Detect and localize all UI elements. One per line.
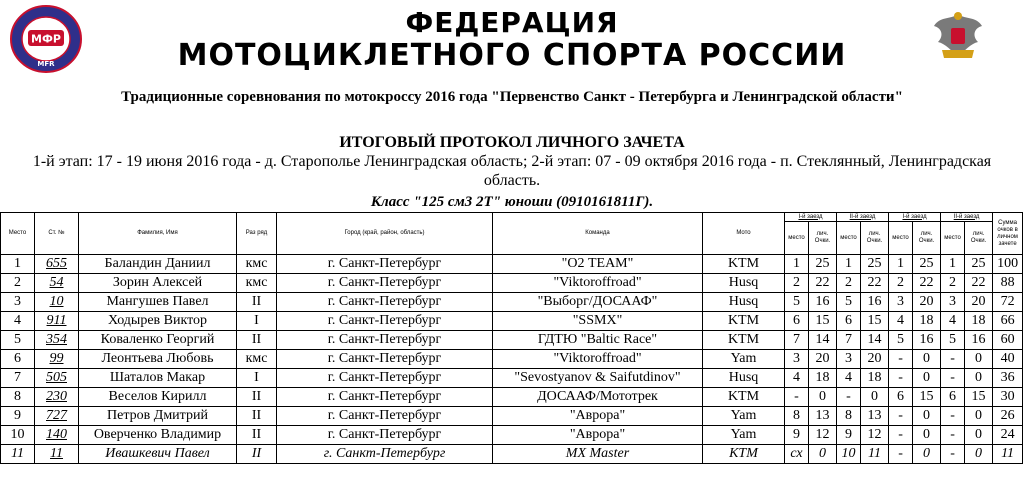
header-sub-place: место: [889, 222, 913, 255]
cell-heat3-points: 16: [913, 331, 941, 350]
cell-rank: I: [237, 369, 277, 388]
cell-heat2-points: 11: [861, 445, 889, 464]
cell-moto: KTM: [703, 331, 785, 350]
cell-heat3-points: 0: [913, 445, 941, 464]
cell-name: Баландин Даниил: [79, 255, 237, 274]
cell-heat1-points: 13: [809, 407, 837, 426]
cell-city: г. Санкт-Петербург: [277, 255, 493, 274]
cell-heat1-place: 7: [785, 331, 809, 350]
cell-heat1-points: 0: [809, 388, 837, 407]
cell-heat1-place: сх: [785, 445, 809, 464]
results-body: [1, 255, 1023, 464]
cell-heat4-points: 25: [965, 255, 993, 274]
results-table: [0, 212, 1023, 464]
cell-heat2-points: 25: [861, 255, 889, 274]
cell-heat4-points: 20: [965, 293, 993, 312]
cell-number[interactable]: 10: [35, 293, 79, 312]
cell-heat4-points: 0: [965, 350, 993, 369]
cell-number[interactable]: 140: [35, 426, 79, 445]
cell-heat4-place: 6: [941, 388, 965, 407]
protocol-title: ИТОГОВЫЙ ПРОТОКОЛ ЛИЧНОГО ЗАЧЕТА: [339, 134, 685, 151]
event-subtitle: Традиционные соревнования по мотокроссу 2016 года "Первенство Санкт - Петербурга и Ленинградской области": [121, 89, 903, 105]
cell-team: "Выборг/ДОСААФ": [493, 293, 703, 312]
cell-heat4-points: 0: [965, 445, 993, 464]
cell-heat3-points: 0: [913, 426, 941, 445]
cell-rank: кмс: [237, 274, 277, 293]
header-number: Ст. №: [35, 213, 79, 255]
cell-total: 11: [993, 445, 1023, 464]
cell-number[interactable]: 230: [35, 388, 79, 407]
cell-heat2-place: 2: [837, 274, 861, 293]
cell-heat3-place: -: [889, 407, 913, 426]
cell-heat2-place: 9: [837, 426, 861, 445]
cell-heat2-points: 13: [861, 407, 889, 426]
cell-heat4-place: 3: [941, 293, 965, 312]
cell-heat2-points: 18: [861, 369, 889, 388]
cell-total: 26: [993, 407, 1023, 426]
cell-heat3-points: 15: [913, 388, 941, 407]
cell-team: "Viktoroffroad": [493, 274, 703, 293]
cell-total: 72: [993, 293, 1023, 312]
cell-heat1-place: 9: [785, 426, 809, 445]
cell-heat1-points: 25: [809, 255, 837, 274]
cell-heat1-points: 14: [809, 331, 837, 350]
cell-place: 3: [1, 293, 35, 312]
cell-heat1-points: 20: [809, 350, 837, 369]
cell-heat2-points: 12: [861, 426, 889, 445]
cell-heat1-points: 0: [809, 445, 837, 464]
table-row: [1, 407, 1023, 426]
header: [0, 0, 1024, 80]
cell-total: 36: [993, 369, 1023, 388]
cell-total: 40: [993, 350, 1023, 369]
cell-heat3-place: 4: [889, 312, 913, 331]
cell-total: 24: [993, 426, 1023, 445]
cell-name: Оверченко Владимир: [79, 426, 237, 445]
stages-line-1: 1-й этап: 17 - 19 июня 2016 года - д. Старополье Ленинградская область; 2-й этап: 07 - 09 октября 2016 года - п. Стеклянный, Ленинградская: [32, 153, 992, 170]
cell-place: 8: [1, 388, 35, 407]
cell-heat1-points: 22: [809, 274, 837, 293]
cell-heat1-place: 1: [785, 255, 809, 274]
cell-heat4-place: -: [941, 445, 965, 464]
cell-name: Петров Дмитрий: [79, 407, 237, 426]
cell-heat4-points: 18: [965, 312, 993, 331]
cell-name: Коваленко Георгий: [79, 331, 237, 350]
stages-line-2: область.: [483, 172, 541, 189]
cell-rank: II: [237, 445, 277, 464]
cell-place: 2: [1, 274, 35, 293]
cell-team: "Аврора": [493, 426, 703, 445]
cell-heat3-place: 5: [889, 331, 913, 350]
table-row: [1, 293, 1023, 312]
cell-heat4-place: -: [941, 426, 965, 445]
cell-heat3-place: 3: [889, 293, 913, 312]
cell-heat4-place: -: [941, 407, 965, 426]
cell-number[interactable]: 727: [35, 407, 79, 426]
cell-team: "Аврора": [493, 407, 703, 426]
cell-heat2-points: 22: [861, 274, 889, 293]
header-total: Сумма очков в личном зачете: [993, 213, 1023, 255]
cell-heat2-place: 6: [837, 312, 861, 331]
cell-team: "О2 TEAM": [493, 255, 703, 274]
cell-city: г. Санкт-Петербург: [277, 274, 493, 293]
cell-heat4-points: 0: [965, 407, 993, 426]
cell-heat4-points: 0: [965, 369, 993, 388]
cell-rank: II: [237, 293, 277, 312]
header-heat-3: I-й заезд: [889, 213, 941, 222]
cell-city: г. Санкт-Петербург: [277, 350, 493, 369]
header-sub-points: лич. Очки.: [965, 222, 993, 255]
cell-heat3-points: 25: [913, 255, 941, 274]
cell-moto: Husq: [703, 369, 785, 388]
cell-heat1-points: 15: [809, 312, 837, 331]
cell-place: 11: [1, 445, 35, 464]
cell-heat3-place: -: [889, 426, 913, 445]
header-rank: Раз ряд: [237, 213, 277, 255]
header-heat-2: II-й заезд: [837, 213, 889, 222]
table-row: [1, 350, 1023, 369]
cell-team: "Sevostyanov & Saifutdinov": [493, 369, 703, 388]
cell-team: "SSMX": [493, 312, 703, 331]
table-row: [1, 255, 1023, 274]
cell-heat3-points: 0: [913, 407, 941, 426]
cell-heat3-points: 18: [913, 312, 941, 331]
cell-heat3-points: 0: [913, 350, 941, 369]
cell-heat3-place: 2: [889, 274, 913, 293]
logo-abbr: MFR: [37, 60, 55, 68]
cell-heat4-points: 22: [965, 274, 993, 293]
cell-rank: кмс: [237, 350, 277, 369]
cell-team: ГДТЮ "Baltic Race": [493, 331, 703, 350]
cell-moto: Yam: [703, 407, 785, 426]
cell-name: Леонтьева Любовь: [79, 350, 237, 369]
cell-heat3-place: 1: [889, 255, 913, 274]
cell-heat4-place: 5: [941, 331, 965, 350]
cell-total: 88: [993, 274, 1023, 293]
cell-number[interactable]: 354: [35, 331, 79, 350]
coat-of-arms-icon: [928, 6, 988, 66]
cell-heat2-place: 7: [837, 331, 861, 350]
header-sub-place: место: [941, 222, 965, 255]
cell-number[interactable]: 54: [35, 274, 79, 293]
cell-moto: Yam: [703, 350, 785, 369]
cell-heat1-place: 3: [785, 350, 809, 369]
cell-city: г. Санкт-Петербург: [277, 312, 493, 331]
cell-name: Зорин Алексей: [79, 274, 237, 293]
cell-heat2-points: 20: [861, 350, 889, 369]
cell-city: г. Санкт-Петербург: [277, 369, 493, 388]
cell-heat4-place: -: [941, 350, 965, 369]
cell-number[interactable]: 11: [35, 445, 79, 464]
cell-total: 60: [993, 331, 1023, 350]
cell-moto: Husq: [703, 274, 785, 293]
cell-heat1-place: -: [785, 388, 809, 407]
header-sub-place: место: [785, 222, 809, 255]
cell-heat1-points: 16: [809, 293, 837, 312]
cell-rank: II: [237, 426, 277, 445]
cell-heat3-place: -: [889, 445, 913, 464]
table-row: [1, 445, 1023, 464]
cell-heat2-points: 14: [861, 331, 889, 350]
cell-rank: II: [237, 388, 277, 407]
cell-place: 10: [1, 426, 35, 445]
cell-heat2-place: 8: [837, 407, 861, 426]
cell-total: 30: [993, 388, 1023, 407]
cell-heat2-place: 3: [837, 350, 861, 369]
header-moto: Мото: [703, 213, 785, 255]
cell-rank: I: [237, 312, 277, 331]
cell-heat4-points: 16: [965, 331, 993, 350]
cell-heat3-points: 22: [913, 274, 941, 293]
cell-heat4-points: 0: [965, 426, 993, 445]
cell-city: г. Санкт-Петербург: [277, 388, 493, 407]
cell-heat4-place: 2: [941, 274, 965, 293]
cell-place: 5: [1, 331, 35, 350]
federation-subtitle: МОТОЦИКЛЕТНОГО СПОРТА РОССИИ: [177, 38, 847, 73]
cell-name: Мангушев Павел: [79, 293, 237, 312]
header-name: Фамилия, Имя: [79, 213, 237, 255]
cell-team: "Viktoroffroad": [493, 350, 703, 369]
cell-heat1-place: 5: [785, 293, 809, 312]
cell-heat1-place: 2: [785, 274, 809, 293]
cell-total: 100: [993, 255, 1023, 274]
cell-team: ДОСААФ/Мототрек: [493, 388, 703, 407]
header-sub-points: лич. Очки.: [809, 222, 837, 255]
stages-info: [0, 152, 1024, 190]
cell-heat1-points: 12: [809, 426, 837, 445]
cell-heat2-place: -: [837, 388, 861, 407]
cell-city: г. Санкт-Петербург: [277, 407, 493, 426]
cell-heat2-place: 4: [837, 369, 861, 388]
cell-team: MX Master: [493, 445, 703, 464]
cell-name: Шаталов Макар: [79, 369, 237, 388]
cell-heat2-points: 15: [861, 312, 889, 331]
cell-moto: KTM: [703, 255, 785, 274]
federation-title: ФЕДЕРАЦИЯ: [405, 6, 619, 39]
cell-place: 4: [1, 312, 35, 331]
table-row: [1, 331, 1023, 350]
cell-heat3-points: 20: [913, 293, 941, 312]
cell-heat3-place: -: [889, 369, 913, 388]
cell-city: г. Санкт-Петербург: [277, 445, 493, 464]
table-row: [1, 426, 1023, 445]
cell-heat4-place: 1: [941, 255, 965, 274]
cell-number[interactable]: 911: [35, 312, 79, 331]
cell-number[interactable]: 505: [35, 369, 79, 388]
header-sub-points: лич. Очки.: [861, 222, 889, 255]
cell-moto: KTM: [703, 445, 785, 464]
logo-text: МФР: [31, 32, 61, 46]
cell-heat4-place: 4: [941, 312, 965, 331]
cell-name: Веселов Кирилл: [79, 388, 237, 407]
cell-rank: II: [237, 331, 277, 350]
cell-moto: KTM: [703, 312, 785, 331]
header-sub-points: лич. Очки.: [913, 222, 941, 255]
cell-heat1-place: 8: [785, 407, 809, 426]
cell-moto: Yam: [703, 426, 785, 445]
cell-place: 7: [1, 369, 35, 388]
cell-moto: Husq: [703, 293, 785, 312]
header-heat-1: I-й заезд: [785, 213, 837, 222]
cell-rank: II: [237, 407, 277, 426]
cell-name: Ивашкевич Павел: [79, 445, 237, 464]
cell-rank: кмс: [237, 255, 277, 274]
cell-city: г. Санкт-Петербург: [277, 426, 493, 445]
table-row: [1, 388, 1023, 407]
cell-heat4-points: 15: [965, 388, 993, 407]
cell-place: 6: [1, 350, 35, 369]
cell-moto: KTM: [703, 388, 785, 407]
table-row: [1, 312, 1023, 331]
header-team: Команда: [493, 213, 703, 255]
cell-heat1-points: 18: [809, 369, 837, 388]
cell-heat3-place: -: [889, 350, 913, 369]
header-city: Город (край, район, область): [277, 213, 493, 255]
cell-number[interactable]: 99: [35, 350, 79, 369]
cell-number[interactable]: 655: [35, 255, 79, 274]
cell-total: 66: [993, 312, 1023, 331]
cell-heat3-points: 0: [913, 369, 941, 388]
cell-name: Ходырев Виктор: [79, 312, 237, 331]
cell-heat1-place: 6: [785, 312, 809, 331]
table-row: [1, 274, 1023, 293]
class-line: Класс "125 см3 2Т" юноши (0910161811Г).: [370, 194, 654, 210]
cell-place: 1: [1, 255, 35, 274]
cell-heat2-points: 0: [861, 388, 889, 407]
header-heat-4: II-й заезд: [941, 213, 993, 222]
cell-heat4-place: -: [941, 369, 965, 388]
cell-heat2-place: 10: [837, 445, 861, 464]
table-row: [1, 369, 1023, 388]
cell-heat1-place: 4: [785, 369, 809, 388]
cell-heat2-points: 16: [861, 293, 889, 312]
cell-place: 9: [1, 407, 35, 426]
cell-heat3-place: 6: [889, 388, 913, 407]
cell-city: г. Санкт-Петербург: [277, 293, 493, 312]
cell-heat2-place: 1: [837, 255, 861, 274]
header-sub-place: место: [837, 222, 861, 255]
header-place: Место: [1, 213, 35, 255]
cell-city: г. Санкт-Петербург: [277, 331, 493, 350]
cell-heat2-place: 5: [837, 293, 861, 312]
